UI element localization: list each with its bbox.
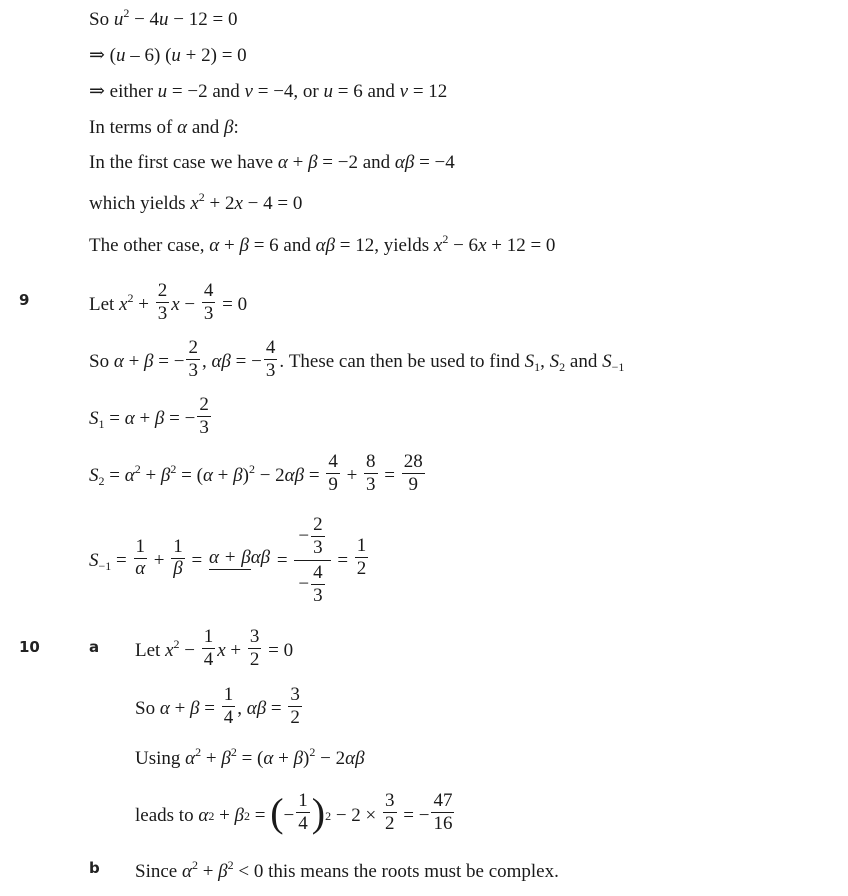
text: = −2 and (317, 152, 395, 173)
equation-solutions (89, 82, 447, 101)
alpha: α (113, 350, 124, 372)
text: Let (135, 639, 166, 661)
fraction (311, 563, 325, 606)
text: + 2) = 0 (180, 45, 247, 66)
alpha: α (124, 407, 135, 429)
text: + (201, 748, 222, 769)
text: + (214, 805, 235, 826)
alpha: α (277, 152, 288, 173)
text: , (540, 350, 550, 372)
text: – 6) ( (125, 45, 172, 66)
beta: β (154, 407, 165, 429)
q9-s2 (89, 451, 427, 498)
denominator: 2 (290, 706, 300, 728)
q9-let-equation (89, 280, 248, 327)
text: − (179, 293, 200, 315)
fraction (311, 515, 325, 558)
text: So (135, 697, 160, 719)
numerator: 4 (328, 451, 338, 472)
text: + (134, 407, 155, 429)
text: = − (153, 350, 185, 372)
text: = −2 and (167, 81, 245, 102)
var-x: x (478, 235, 487, 256)
subscript: 2 (559, 359, 566, 374)
text: = (304, 464, 325, 486)
text: , (201, 350, 212, 372)
first-case (89, 153, 455, 172)
text: + (123, 350, 145, 372)
var-x: x (190, 193, 199, 214)
text: = −4, or (252, 81, 324, 102)
text: and (565, 350, 603, 372)
var-s: S (89, 407, 99, 429)
var-v: v (399, 81, 409, 102)
denominator: 3 (203, 302, 214, 324)
part-label-a: a (89, 638, 100, 656)
text: So (89, 9, 114, 30)
alpha: α (124, 464, 135, 486)
minus-sign: − (283, 805, 295, 826)
fraction (326, 452, 340, 495)
fraction (186, 338, 200, 381)
numerator: 1 (223, 684, 234, 705)
denominator: 2 (356, 558, 367, 579)
text: + (341, 464, 363, 486)
numerator: 1 (298, 790, 308, 812)
var-u: u (159, 9, 169, 30)
beta: β (293, 748, 304, 769)
text: < 0 this means the roots must be complex. (233, 861, 559, 882)
equation-factored (89, 46, 247, 65)
numerator: 1 (203, 626, 214, 647)
text: + (212, 464, 234, 486)
numerator: 1 (356, 535, 367, 557)
denominator: αβ (250, 547, 271, 568)
denominator: 4 (203, 648, 214, 670)
denominator: β (173, 557, 183, 579)
first-case-yield (89, 190, 303, 214)
denominator: 9 (408, 473, 418, 495)
implies-symbol: ⇒ (89, 45, 110, 66)
minus-sign: − (298, 573, 310, 595)
exponent: 2 (230, 745, 237, 759)
text: + (133, 293, 154, 315)
exponent: 2 (170, 461, 177, 476)
text: + 12 = 0 (486, 235, 556, 256)
fraction (264, 338, 278, 381)
fraction (222, 685, 236, 728)
text: − 2 (315, 748, 346, 769)
beta: β (239, 235, 249, 256)
beta: β (224, 117, 234, 138)
text: − 4 = 0 (242, 193, 303, 214)
compound-fraction (294, 515, 330, 606)
fraction (355, 536, 369, 579)
var-u: u (171, 45, 181, 66)
q9-s-minus-1 (89, 513, 370, 608)
fraction (197, 395, 211, 438)
exponent: 2 (442, 232, 449, 246)
beta: β (234, 805, 244, 826)
text: = 6 and (333, 81, 400, 102)
numerator: 2 (157, 280, 168, 301)
denominator: 16 (433, 813, 453, 834)
denominator: 4 (298, 813, 308, 834)
var-s: S (524, 350, 535, 372)
text: − 4 (129, 9, 160, 30)
beta: β (190, 697, 200, 719)
alpha-beta: αβ (211, 350, 231, 372)
var-u: u (323, 81, 333, 102)
text: = ( (176, 464, 203, 486)
numerator: 1 (173, 536, 183, 558)
fraction (248, 627, 262, 670)
var-s: S (549, 350, 560, 372)
text: . These can then be used to find (279, 350, 525, 372)
exponent: 2 (173, 636, 180, 651)
beta: β (160, 464, 171, 486)
alpha: α (198, 805, 209, 826)
numerator: 47 (433, 790, 453, 812)
text: and (187, 117, 225, 138)
fraction (202, 281, 216, 324)
numerator: 4 (265, 337, 276, 358)
fraction (171, 537, 185, 578)
denominator: 3 (366, 473, 376, 495)
fraction (288, 685, 302, 728)
text: = (332, 550, 353, 571)
text: Using (135, 748, 186, 769)
exponent: 2 (248, 461, 255, 476)
alpha: α (159, 697, 170, 719)
text: = (111, 550, 132, 571)
text: − 12 = 0 (168, 9, 238, 30)
var-x: x (165, 639, 174, 661)
numerator: 2 (199, 394, 209, 415)
exponent: 2 (309, 745, 316, 759)
numerator: 8 (366, 451, 376, 472)
exponent: 2 (191, 858, 198, 872)
var-u: u (157, 81, 168, 102)
fraction (431, 791, 454, 834)
text: − (179, 639, 200, 661)
text: In the first case we have (89, 152, 278, 173)
text: + (140, 464, 161, 486)
text: + 2 (204, 193, 235, 214)
var-s: S (89, 464, 99, 486)
denominator: α (135, 557, 146, 579)
subscript: 1 (98, 416, 105, 431)
var-u: u (113, 9, 124, 30)
part-label-b: b (89, 859, 100, 877)
numerator: α + β (208, 547, 251, 568)
text: = −4 (414, 152, 455, 173)
fraction (156, 281, 170, 324)
text: = (199, 697, 220, 719)
var-u: u (116, 45, 126, 66)
numerator: 2 (188, 337, 198, 358)
exponent: 2 (123, 6, 130, 20)
right-paren: ) (311, 789, 326, 835)
alpha-beta: αβ (394, 152, 415, 173)
numerator: 28 (403, 451, 423, 472)
var-x: x (119, 293, 128, 315)
text: = (250, 805, 271, 826)
text: leads to (135, 805, 199, 826)
fraction (364, 452, 378, 495)
q9-s1 (89, 394, 213, 441)
denominator: 3 (313, 537, 323, 559)
text: : (233, 117, 239, 138)
exponent: 2 (134, 461, 141, 476)
var-v: v (244, 81, 253, 102)
text: − 2 (254, 464, 285, 486)
terms-heading (89, 118, 239, 137)
numerator: 3 (290, 684, 300, 705)
text: ) (303, 748, 310, 769)
text: − 6 (448, 235, 479, 256)
minus-sign: − (298, 525, 310, 547)
text: = (186, 550, 207, 571)
numerator: 3 (249, 626, 260, 647)
alpha: α (181, 861, 192, 882)
numerator: 2 (313, 514, 323, 536)
text: = (379, 464, 400, 486)
fraction (134, 537, 148, 578)
alpha: α (185, 748, 196, 769)
var-x: x (217, 639, 226, 661)
alpha: α (209, 235, 220, 256)
numerator: 4 (313, 562, 323, 583)
var-s: S (89, 550, 99, 571)
text: = (104, 464, 125, 486)
denominator: 3 (265, 359, 276, 381)
equation-u-quadratic (89, 6, 238, 30)
text: = ( (236, 748, 264, 769)
text: = (272, 550, 293, 571)
alpha-beta: αβ (345, 748, 365, 769)
text: = 0 (263, 639, 294, 661)
var-x: x (234, 193, 243, 214)
text: = − (230, 350, 262, 372)
beta: β (233, 464, 243, 486)
text: ⇒ either (89, 81, 158, 102)
text: Since (135, 861, 182, 882)
text: The other case, (89, 235, 210, 256)
text: , (237, 697, 247, 719)
numerator: 4 (203, 280, 214, 301)
beta: β (144, 350, 154, 372)
text: + (287, 152, 309, 173)
text: Let (89, 293, 120, 315)
text: + (219, 235, 240, 256)
denominator: 2 (249, 648, 260, 670)
text: − 2 × (331, 805, 382, 826)
question-number-9: 9 (19, 291, 30, 309)
alpha-beta: αβ (315, 235, 336, 256)
fraction (402, 452, 425, 495)
other-case (89, 232, 556, 256)
text: = (266, 697, 287, 719)
text: + (225, 639, 246, 661)
text: ( (109, 45, 116, 66)
left-paren: ( (270, 789, 284, 835)
numerator: 3 (385, 790, 395, 812)
text: + (273, 748, 294, 769)
subscript: 2 (98, 473, 105, 488)
var-s: S (602, 350, 612, 372)
exponent: 2 (127, 290, 134, 305)
fraction (296, 791, 310, 834)
q10-leads-to: leads to α 2 + β 2 = ( − $\frac{1}{4}$ ) 2 − 2 × $\frac{3}{2}$ = − $\frac{47}{16}$ (135, 789, 453, 835)
denominator: 3 (188, 359, 198, 381)
beta: β (221, 748, 231, 769)
text: = 6 and (248, 235, 316, 256)
exponent: 2 (227, 858, 234, 872)
q10-let-equation (135, 626, 294, 673)
var-x: x (171, 293, 180, 315)
text: In terms of (89, 117, 178, 138)
denominator: 2 (385, 813, 395, 834)
denominator: 3 (199, 416, 209, 438)
alpha: α (177, 117, 188, 138)
alpha-beta: αβ (246, 697, 267, 719)
text: = (104, 407, 125, 429)
q10-using-identity (135, 745, 365, 769)
question-number-10: 10 (19, 638, 40, 656)
beta: β (218, 861, 228, 882)
numerator: 1 (135, 536, 145, 558)
text: = − (164, 407, 196, 429)
q10-sum-product (135, 684, 304, 731)
subscript: −1 (611, 359, 625, 374)
q9-sum-product (89, 337, 625, 384)
denominator: 3 (157, 302, 168, 324)
fraction (383, 791, 397, 834)
text: + (149, 550, 170, 571)
compound-denominator (294, 561, 330, 606)
text: = 12, yields (335, 235, 434, 256)
text: which yields (89, 193, 191, 214)
alpha: α (202, 464, 213, 486)
text: ) (242, 464, 249, 486)
text: = − (398, 805, 430, 826)
beta: β (308, 152, 318, 173)
subscript: −1 (98, 559, 112, 573)
var-x: x (433, 235, 443, 256)
alpha: α (263, 748, 274, 769)
text: + (197, 861, 219, 882)
denominator: 4 (223, 706, 234, 728)
denominator: 3 (313, 584, 323, 606)
q10-conclusion (135, 858, 559, 882)
text: = 0 (217, 293, 248, 315)
text: So (89, 350, 114, 372)
text: = 12 (408, 81, 448, 102)
fraction (202, 627, 216, 670)
fraction (209, 548, 270, 567)
exponent: 2 (195, 745, 202, 759)
exponent: 2 (198, 190, 205, 204)
denominator: 9 (328, 473, 338, 495)
alpha-beta: αβ (284, 464, 305, 486)
compound-numerator (294, 515, 330, 561)
subscript: 1 (534, 359, 541, 374)
text: + (169, 697, 191, 719)
